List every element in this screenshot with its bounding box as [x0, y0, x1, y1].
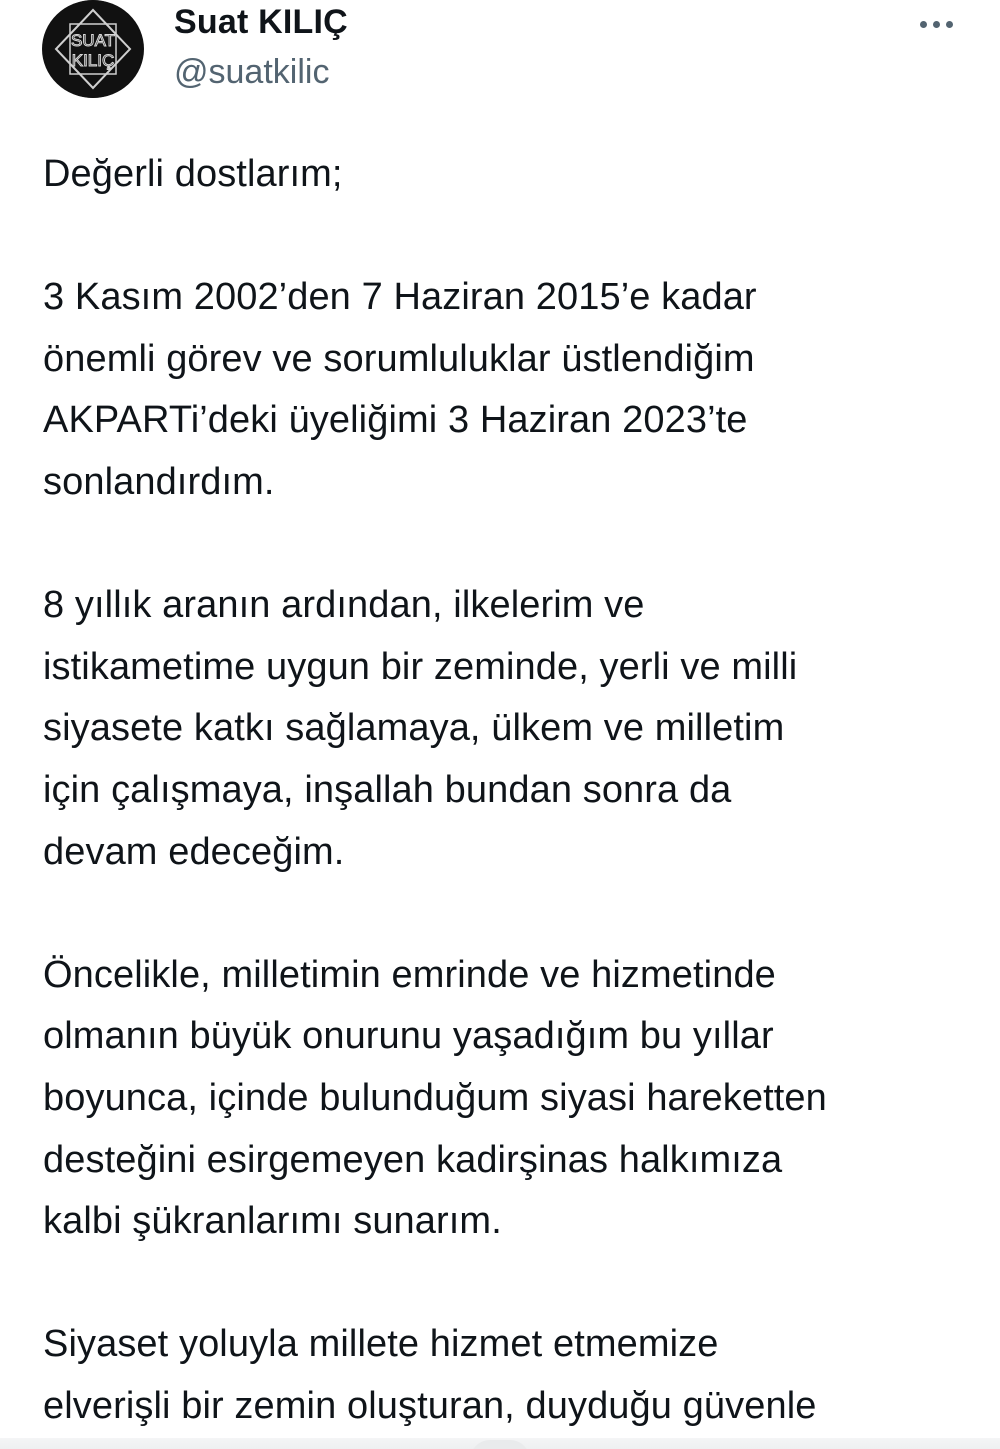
avatar-monogram-bottom: KILIÇ [71, 51, 115, 70]
author-name[interactable]: Suat KILIÇ [174, 3, 348, 41]
author-handle[interactable]: @suatkilic [174, 53, 330, 91]
tweet-paragraph: 8 yıllık aranın ardından, ilkelerim ve istikametime uygun bir zeminde, yerli ve milli siyasete katkı sağlamaya, ülkem ve milletim için çalışmaya, inşallah bundan sonra da devam edeceğim. [43, 584, 798, 873]
tweet-paragraph: Siyaset yoluyla millete hizmet etmemize elverişli bir zemin oluşturan, duyduğu güvenle [43, 1323, 817, 1427]
tweet-paragraph: Öncelikle, milletimin emrinde ve hizmetinde olmanın büyük onurunu yaşadığım bu yıllar boyunca, içinde bulunduğum siyasi hareketten desteğini esirgemeyen kadirşinas halkımıza kalbi şükranlarımı sunarım. [43, 953, 827, 1243]
more-horizontal-icon-dot [933, 21, 940, 28]
more-horizontal-icon-dot [946, 21, 953, 28]
avatar[interactable] [42, 0, 144, 98]
tweet-paragraph: Değerli dostlarım; [43, 153, 343, 195]
tweet-paragraph: 3 Kasım 2002’den 7 Haziran 2015’e kadar önemli görev ve sorumluluklar üstlendiğim AKPARTi’deki üyeliğimi 3 Haziran 2023’te sonlandırdım. [43, 276, 757, 503]
more-options-button[interactable] [906, 4, 966, 44]
avatar-monogram-top: SUAT [70, 31, 116, 50]
monogram-logo-icon [42, 0, 144, 98]
tweet-text [43, 144, 973, 1449]
more-horizontal-icon [920, 21, 927, 28]
